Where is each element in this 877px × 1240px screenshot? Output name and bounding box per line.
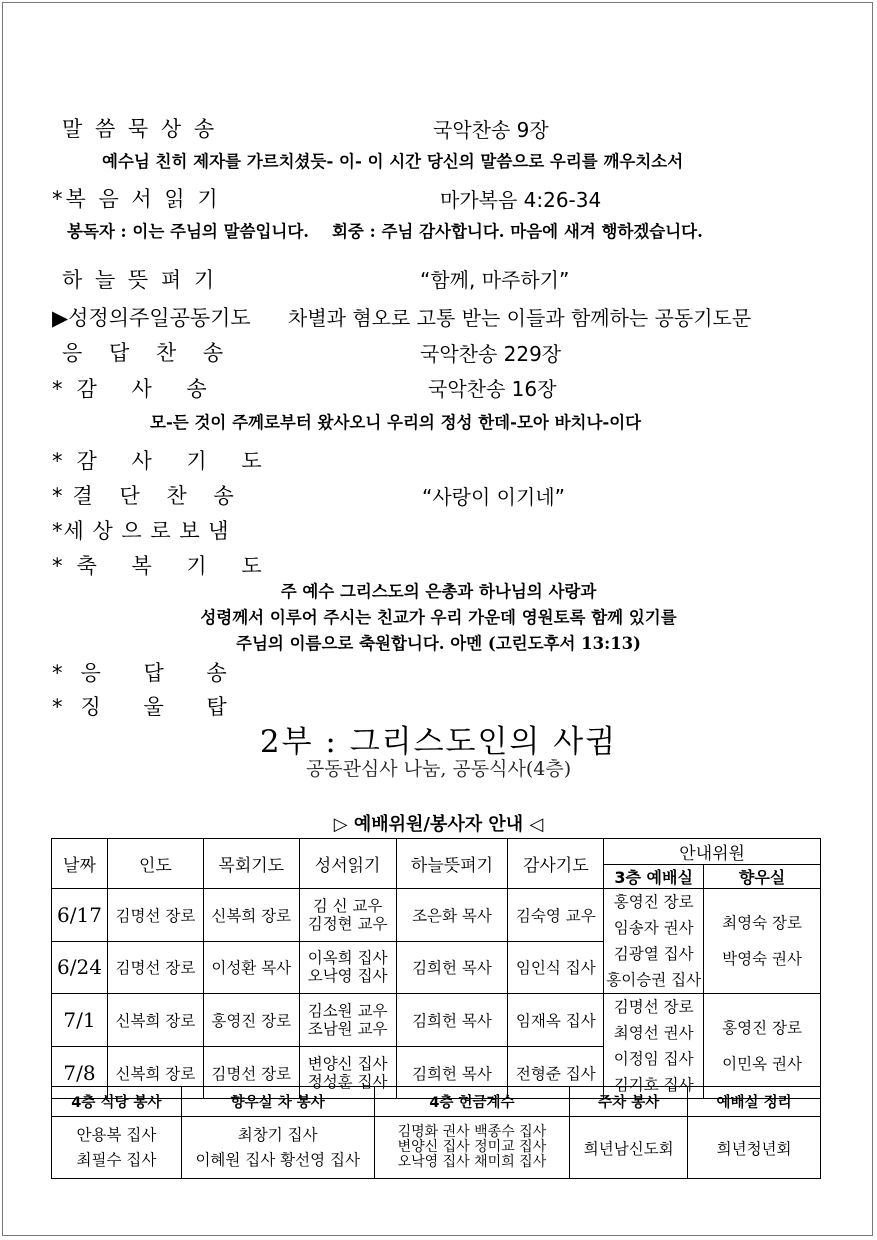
row-thanks: 임인식 집사 (508, 941, 604, 994)
row-date: 7/8 (52, 1047, 108, 1099)
order-label-thanks-prayer: *감 사 기 도 (52, 449, 276, 473)
row-prayer: 신복희 장로 (203, 889, 299, 942)
order-value-gospel: 마가복음 4:26-34 (440, 188, 602, 212)
meditation-lyrics: 예수님 친히 제자를 가르치셨듯- 이- 이 시간 당신의 말씀으로 우리를 깨우치소서 (102, 152, 684, 171)
header-room-cleanup: 예배실 정리 (688, 1087, 821, 1117)
order-label-prayer: ▶성정의주일공동기도 (52, 306, 251, 330)
order-label-blessing: *축 복 기 도 (52, 554, 276, 578)
part2-subtitle: 공동관심사 나눔, 공동식사(4층) (305, 758, 572, 780)
table-row (52, 994, 821, 1047)
gospel-response: 봉독자 : 이는 주님의 말씀입니다. 회중 : 주님 감사합니다. 마음에 새겨 행하겠습니다. (67, 222, 703, 241)
order-value-sermon: “함께, 마주하기” (420, 268, 570, 292)
order-label-closing: *징 울 탑 (52, 695, 245, 719)
cell-parking-service: 희년남신도회 (570, 1117, 688, 1179)
staff-section-title: ▷ 예배위원/봉사자 안내 ◁ (333, 814, 544, 835)
order-label-thanks-hymn: *감 사 송 (52, 377, 221, 401)
cell-room-cleanup: 희년청년회 (688, 1117, 821, 1179)
thanks-lyrics: 모-든 것이 주께로부터 왔사오니 우리의 정성 한데-모아 바치나-이다 (150, 413, 642, 432)
row-sermon: 김희헌 목사 (396, 994, 508, 1047)
row-lead: 신복희 장로 (107, 994, 203, 1047)
order-value-prayer: 차별과 혐오로 고통 받는 이들과 함께하는 공동기도문 (288, 306, 752, 330)
service-table (51, 1086, 821, 1179)
order-label-gospel: *복 음 서 읽 기 (52, 187, 221, 211)
header-reading: 성서읽기 (299, 839, 396, 889)
benediction-line-2: 성령께서 이루어 주시는 친교가 우리 가운데 영원토록 함께 있기를 (200, 608, 677, 627)
header-pastoral-prayer: 목회기도 (203, 839, 299, 889)
ushers-3f-group-2: 김명선 장로 최영선 권사 이정임 집사 김기호 집사 (604, 994, 704, 1099)
row-thanks: 전형준 집사 (508, 1047, 604, 1099)
header-date: 날짜 (52, 839, 108, 889)
row-prayer: 김명선 장로 (203, 1047, 299, 1099)
row-date: 7/1 (52, 994, 108, 1047)
row-sermon: 김희헌 목사 (396, 941, 508, 994)
part2-title: 2부 : 그리스도인의 사귐 (259, 724, 618, 760)
staff-table (51, 838, 821, 1099)
order-value-thanks-hymn: 국악찬송 16장 (428, 377, 557, 401)
order-label-commitment-hymn: *결 단 찬 송 (52, 484, 244, 508)
header-dining-service: 4층 식당 봉사 (52, 1087, 182, 1117)
order-label-meditation-hymn: 말 씀 묵 상 송 (62, 117, 218, 141)
ushers-room-group-1: 최영숙 장로 박영숙 권사 (704, 889, 821, 994)
ushers-3f-group-1: 홍영진 장로 임송자 권사 김광열 집사 홍이승권 집사 (604, 889, 704, 994)
row-reading: 김소원 교우 조남원 교우 (299, 994, 396, 1047)
row-sermon: 조은화 목사 (396, 889, 508, 942)
header-usher-3f: 3층 예배실 (604, 865, 704, 889)
table-row (52, 889, 821, 942)
order-label-sending: *세 상 으 로 보 냄 (52, 519, 230, 543)
cell-offering-count: 김명화 권사 백종수 집사 변양신 집사 정미교 집사 오낙영 집사 채미희 집사 (374, 1117, 570, 1179)
order-label-sermon: 하 늘 뜻 펴 기 (62, 268, 218, 292)
cell-tea-service: 최창기 집사 이혜원 집사 황선영 집사 (181, 1117, 374, 1179)
header-tea-service: 향우실 차 봉사 (181, 1087, 374, 1117)
header-ushers: 안내위원 (604, 839, 821, 865)
order-label-response-hymn: 응 답 찬 송 (62, 341, 234, 365)
benediction-line-3: 주님의 이름으로 축원합니다. 아멘 (고린도후서 13:13) (236, 634, 641, 653)
header-parking-service: 주차 봉사 (570, 1087, 688, 1117)
header-offering-count: 4층 헌금계수 (374, 1087, 570, 1117)
row-reading: 이옥희 집사 오낙영 집사 (299, 941, 396, 994)
row-thanks: 임재옥 집사 (508, 994, 604, 1047)
row-reading: 변양신 집사 정성훈 집사 (299, 1047, 396, 1099)
cell-dining-service: 안용복 집사 최필수 집사 (52, 1117, 182, 1179)
row-reading: 김 신 교우 김정현 교우 (299, 889, 396, 942)
row-thanks: 김숙영 교우 (508, 889, 604, 942)
row-date: 6/24 (52, 941, 108, 994)
row-lead: 김명선 장로 (107, 941, 203, 994)
ushers-room-group-2: 홍영진 장로 이민옥 권사 (704, 994, 821, 1099)
benediction-line-1: 주 예수 그리스도의 은총과 하나님의 사랑과 (280, 582, 597, 601)
row-prayer: 홍영진 장로 (203, 994, 299, 1047)
header-lead: 인도 (107, 839, 203, 889)
row-date: 6/17 (52, 889, 108, 942)
row-prayer: 이성환 목사 (203, 941, 299, 994)
order-value-response-hymn: 국악찬송 229장 (420, 342, 562, 366)
order-value-commitment-hymn: “사랑이 이기네” (422, 485, 565, 509)
row-lead: 김명선 장로 (107, 889, 203, 942)
order-label-response-song: *응 답 송 (52, 661, 245, 685)
header-thanks-prayer: 감사기도 (508, 839, 604, 889)
row-sermon: 김희헌 목사 (396, 1047, 508, 1099)
header-usher-room: 향우실 (704, 865, 821, 889)
header-sermon: 하늘뜻펴기 (396, 839, 508, 889)
row-lead: 신복희 장로 (107, 1047, 203, 1099)
order-value-meditation-hymn: 국악찬송 9장 (433, 118, 549, 142)
